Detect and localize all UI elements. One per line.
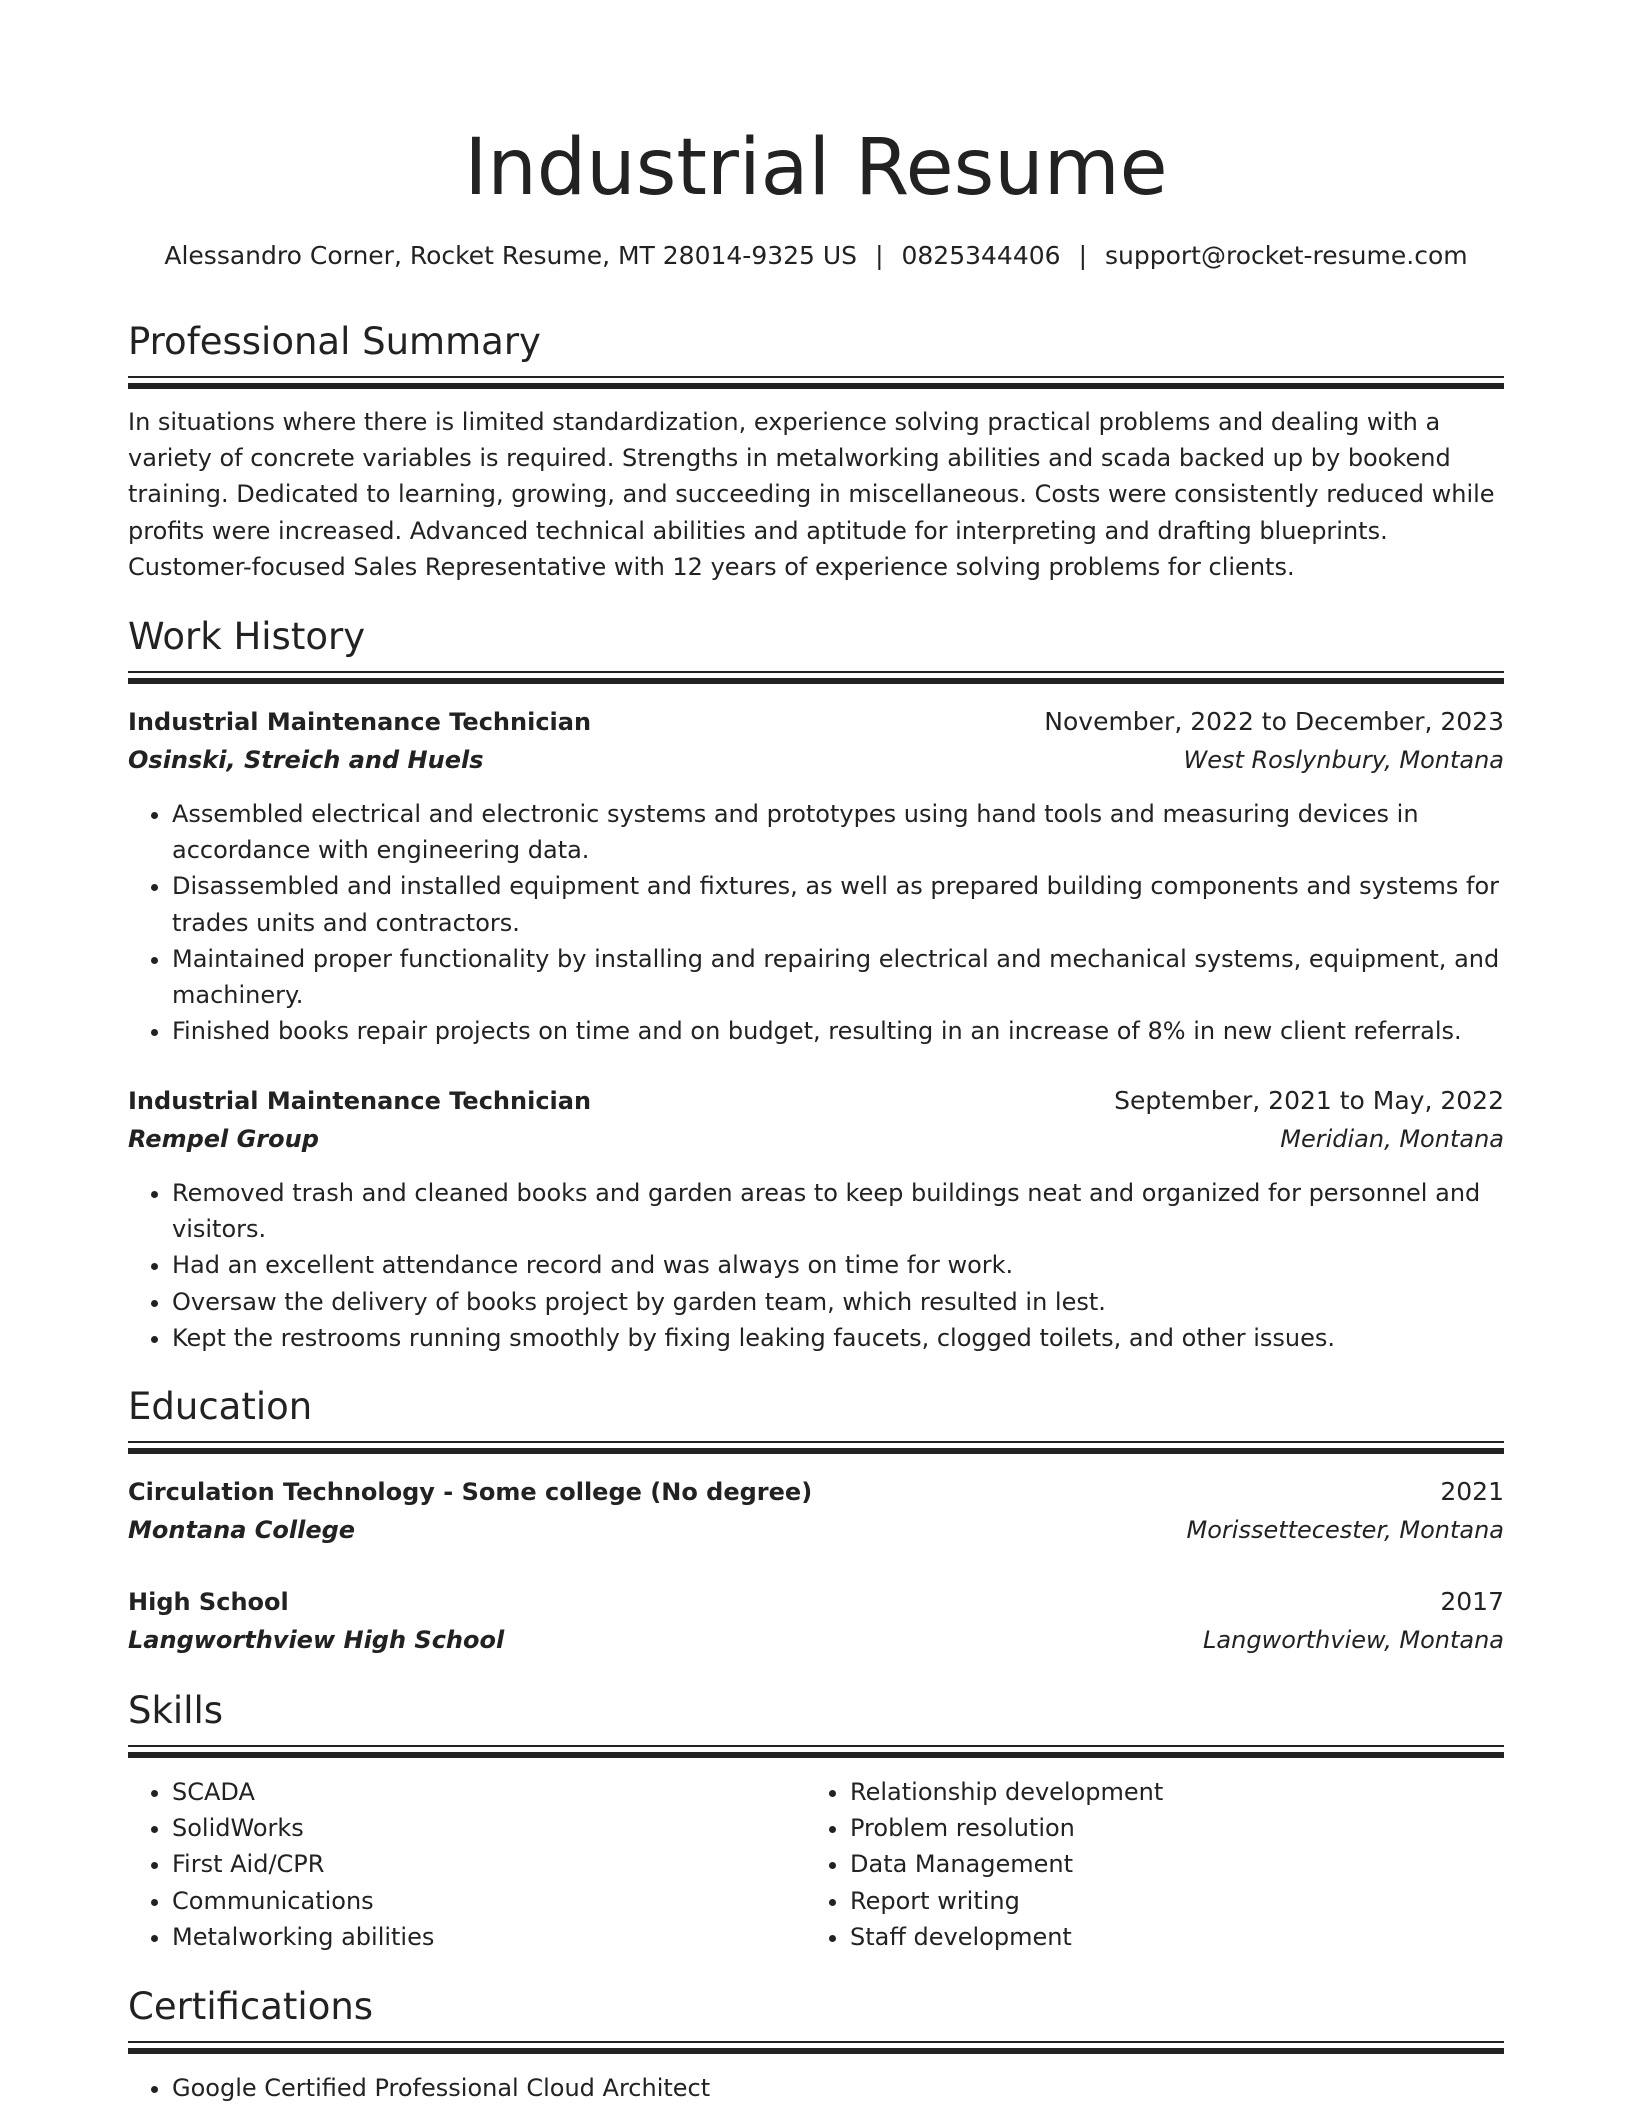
job-bullets <box>128 1175 1504 1356</box>
job-title: Industrial Maintenance Technician <box>128 708 592 736</box>
education-year: 2017 <box>1440 1587 1504 1616</box>
job-dates: September, 2021 to May, 2022 <box>1114 1086 1504 1115</box>
skills-list-right <box>806 1774 1484 1955</box>
skill-item: • Problem resolution <box>850 1810 1484 1846</box>
contact-separator: | <box>875 241 884 270</box>
resume-title: Industrial Resume <box>464 123 1168 213</box>
skill-item: • First Aid/CPR <box>172 1846 806 1882</box>
job-company: Osinski, Streich and Huels <box>128 746 484 774</box>
section-divider <box>128 1745 1504 1759</box>
education-degree: Circulation Technology - Some college (No degree) <box>128 1478 813 1506</box>
section-title-summary: Professional Summary <box>128 320 541 363</box>
contact-line <box>128 238 1504 274</box>
education-degree: High School <box>128 1588 289 1616</box>
job-company: Rempel Group <box>128 1125 319 1153</box>
job-location: West Roslynbury, Montana <box>1183 746 1504 774</box>
section-divider <box>128 376 1504 390</box>
section-divider <box>128 671 1504 685</box>
section-title-certifications: Certifications <box>128 1985 374 2028</box>
education-school: Langworthview High School <box>128 1626 505 1654</box>
education-subheader <box>128 1512 1504 1548</box>
skill-item: • Metalworking abilities <box>172 1919 806 1955</box>
certifications-list <box>128 2070 1504 2106</box>
contact-address: Alessandro Corner, Rocket Resume, MT 28014-9325 US <box>164 241 858 270</box>
skill-item: • Staff development <box>850 1919 1484 1955</box>
list-item: • Assembled electrical and electronic systems and prototypes using hand tools and measuring devices in accordance with engineering data. <box>172 796 1504 868</box>
contact-email: support@rocket-resume.com <box>1105 241 1468 270</box>
job-subheader <box>128 742 1504 778</box>
education-location: Langworthview, Montana <box>1203 1626 1504 1654</box>
section-divider <box>128 1441 1504 1455</box>
list-item: • Disassembled and installed equipment and fixtures, as well as prepared building components and systems for trades units and contractors. <box>172 868 1504 940</box>
education-school: Montana College <box>128 1516 356 1544</box>
list-item: • Maintained proper functionality by installing and repairing electrical and mechanical systems, equipment, and machinery. <box>172 941 1504 1013</box>
list-item: • Kept the restrooms running smoothly by fixing leaking faucets, clogged toilets, and other issues. <box>172 1320 1504 1356</box>
education-location: Morissettecester, Montana <box>1186 1516 1504 1544</box>
section-title-education: Education <box>128 1385 313 1428</box>
job-location: Meridian, Montana <box>1280 1125 1504 1153</box>
section-divider <box>128 2041 1504 2055</box>
skills-list-left <box>128 1774 806 1955</box>
contact-separator: | <box>1078 241 1087 270</box>
skill-item: • SCADA <box>172 1774 806 1810</box>
list-item: • Oversaw the delivery of books project by garden team, which resulted in lest. <box>172 1284 1504 1320</box>
job-title: Industrial Maintenance Technician <box>128 1087 592 1115</box>
job-header <box>128 1083 1504 1119</box>
contact-phone: 0825344406 <box>901 241 1061 270</box>
education-subheader <box>128 1622 1504 1658</box>
certification-item: • Google Certified Professional Cloud Architect <box>172 2070 1504 2106</box>
job-subheader <box>128 1121 1504 1157</box>
summary-text: In situations where there is limited standardization, experience solving practical problems and dealing with a variety of concrete variables is required. Strengths in metalworking abilities and scada backed up by bookend training. Dedicated to learning, growing, and succeeding in miscellaneous. Costs were consistently reduced while profits were increased. Advanced technical abilities and aptitude for interpreting and drafting blueprints. Customer-focused Sales Representative with 12 years of experience solving problems for clients. <box>128 408 1495 581</box>
skill-item: • Relationship development <box>850 1774 1484 1810</box>
skill-item: • Data Management <box>850 1846 1484 1882</box>
skill-item: • SolidWorks <box>172 1810 806 1846</box>
skill-item: • Communications <box>172 1883 806 1919</box>
job-dates: November, 2022 to December, 2023 <box>1044 707 1504 736</box>
job-header <box>128 704 1504 740</box>
education-header <box>128 1584 1504 1620</box>
education-header <box>128 1474 1504 1510</box>
list-item: • Removed trash and cleaned books and garden areas to keep buildings neat and organized for personnel and visitors. <box>172 1175 1504 1247</box>
list-item: • Had an excellent attendance record and was always on time for work. <box>172 1247 1504 1283</box>
education-year: 2021 <box>1440 1477 1504 1506</box>
job-bullets <box>128 796 1504 1049</box>
section-title-skills: Skills <box>128 1689 224 1732</box>
skill-item: • Report writing <box>850 1883 1484 1919</box>
list-item: • Finished books repair projects on time and on budget, resulting in an increase of 8% in new client referrals. <box>172 1013 1504 1049</box>
section-title-work-history: Work History <box>128 615 366 658</box>
